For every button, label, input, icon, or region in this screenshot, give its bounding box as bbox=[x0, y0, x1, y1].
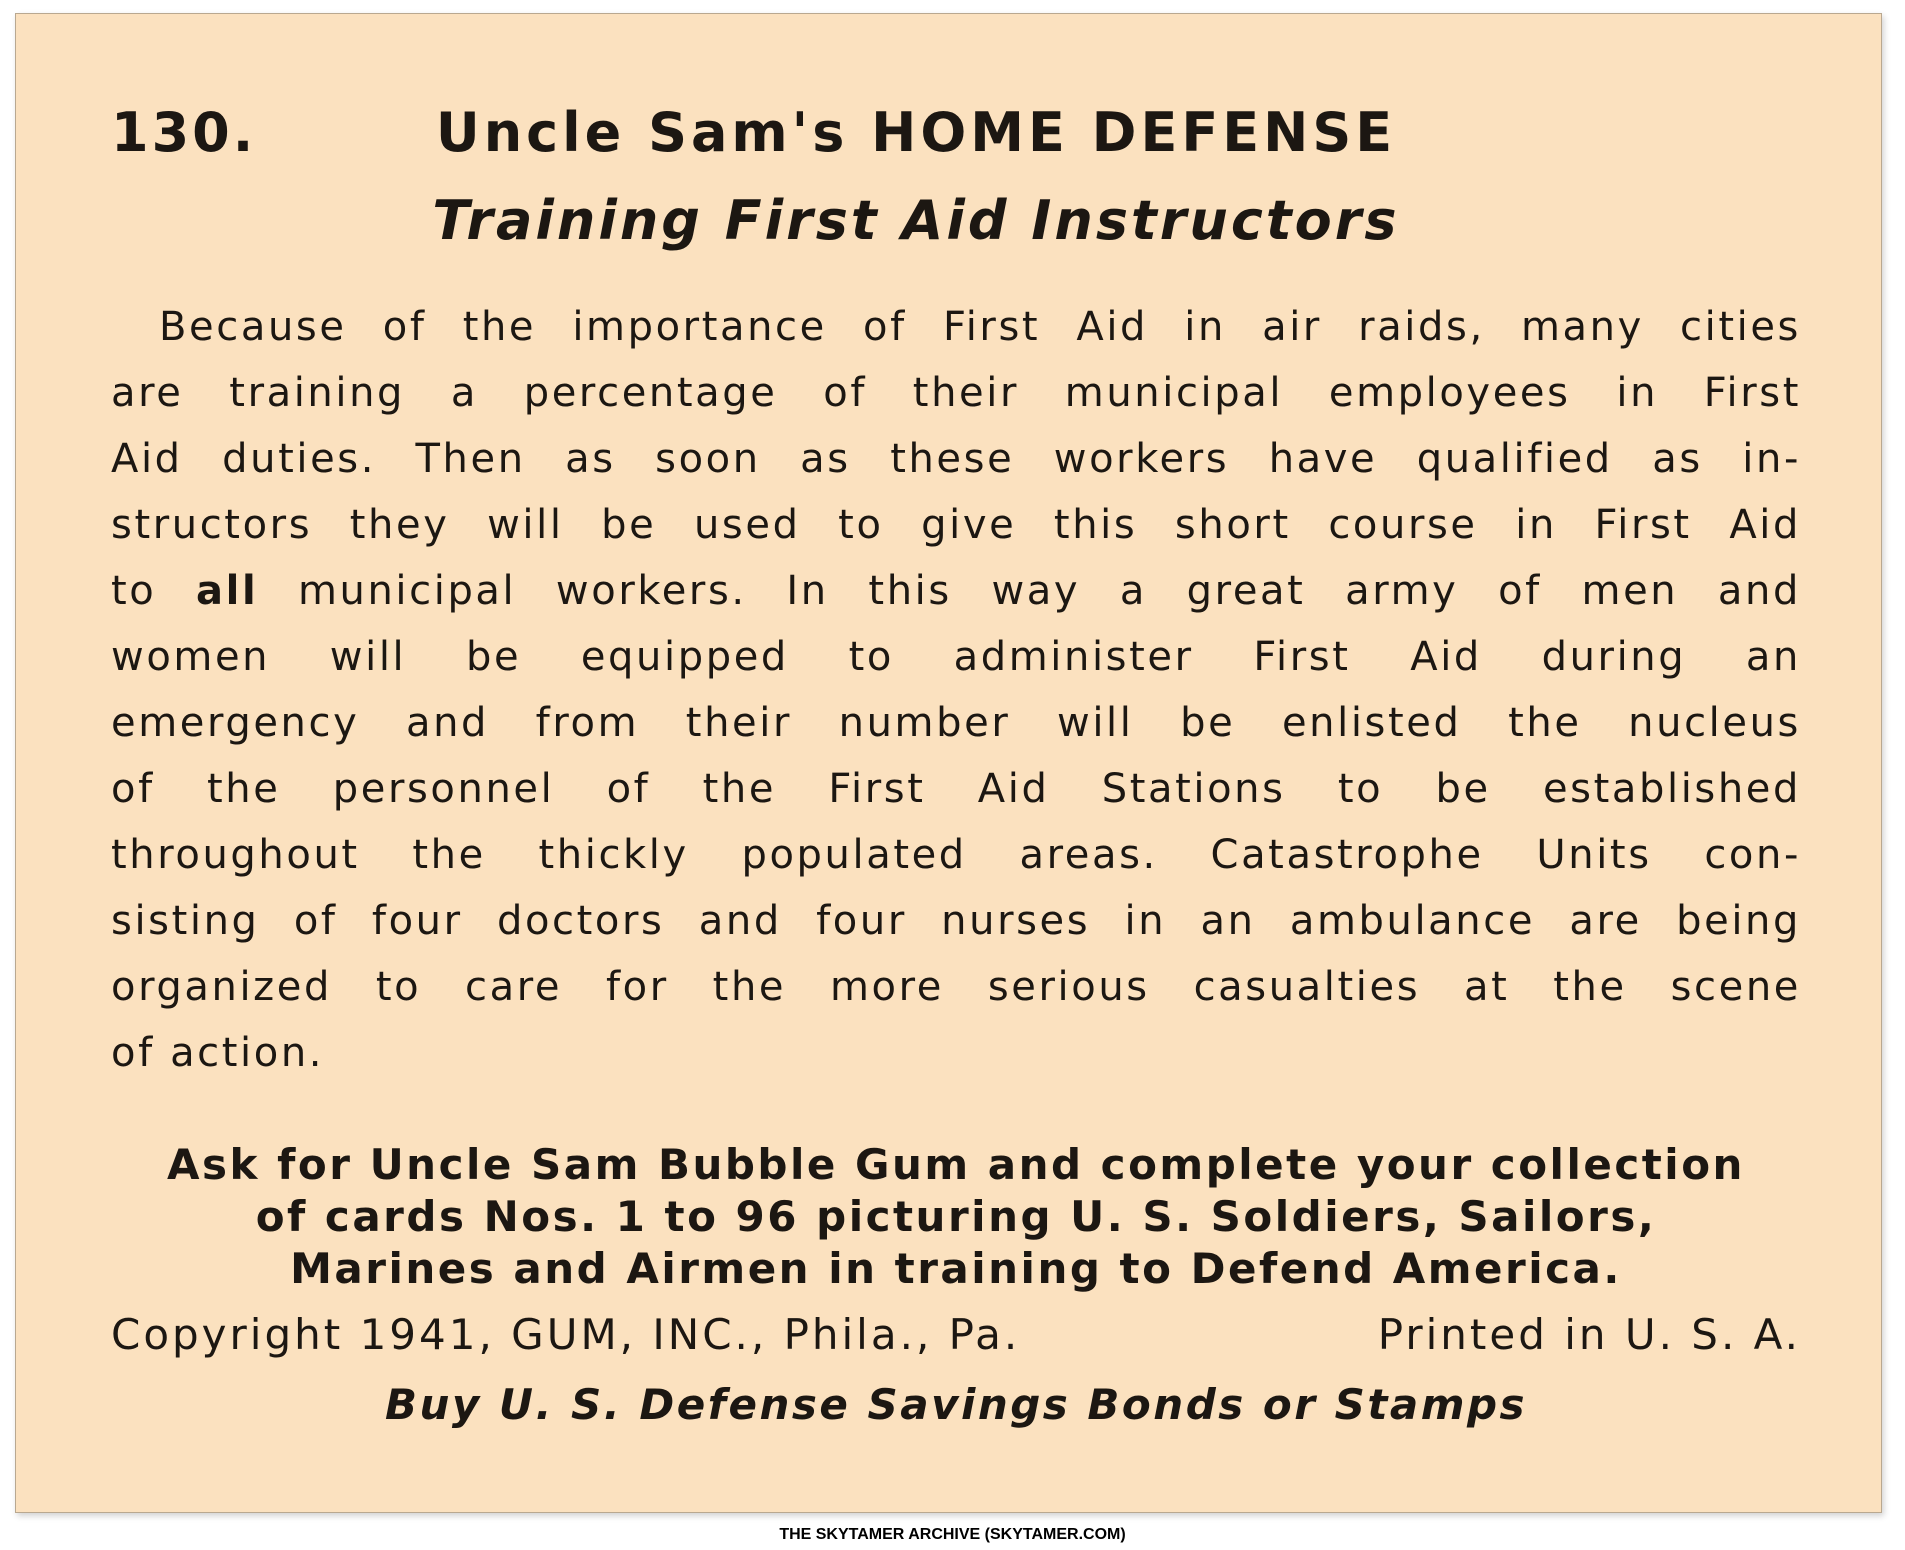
body-line: women will be equipped to administer First Aid during an bbox=[111, 634, 1801, 680]
trading-card-back bbox=[15, 13, 1882, 1513]
printed-in-notice: Printed in U. S. A. bbox=[1377, 1310, 1801, 1359]
card-title: Uncle Sam's HOME DEFENSE bbox=[435, 101, 1397, 164]
bonds-slogan: Buy U. S. Defense Savings Bonds or Stamps bbox=[384, 1380, 1528, 1429]
emphasis-word: all bbox=[196, 568, 259, 614]
body-line: of action. bbox=[111, 1030, 325, 1076]
body-line: organized to care for the more serious casualties at the scene bbox=[111, 964, 1801, 1010]
card-number: 130. bbox=[111, 101, 257, 164]
body-line: of the personnel of the First Aid Stations to be established bbox=[111, 766, 1801, 812]
body-line-rest: municipal workers. In this way a great army of men and bbox=[297, 568, 1801, 614]
promo-line: Marines and Airmen in training to Defend America. bbox=[290, 1244, 1622, 1293]
body-line: emergency and from their number will be enlisted the nucleus bbox=[111, 700, 1801, 746]
body-line: are training a percentage of their municipal employees in First bbox=[111, 370, 1801, 416]
card-subtitle: Training First Aid Instructors bbox=[432, 189, 1400, 252]
body-line: Because of the importance of First Aid in air raids, many cities bbox=[159, 304, 1801, 350]
body-line-with-emphasis bbox=[111, 558, 1801, 624]
body-line: sisting of four doctors and four nurses in an ambulance are being bbox=[111, 898, 1801, 944]
body-line: structors they will be used to give this short course in First Aid bbox=[111, 502, 1801, 548]
promo-line: of cards Nos. 1 to 96 picturing U. S. Soldiers, Sailors, bbox=[255, 1192, 1657, 1241]
promo-line: Ask for Uncle Sam Bubble Gum and complete your collection bbox=[167, 1140, 1745, 1189]
copyright-notice: Copyright 1941, GUM, INC., Phila., Pa. bbox=[111, 1310, 1021, 1359]
body-line: Aid duties. Then as soon as these workers have qualified as in- bbox=[111, 436, 1801, 482]
card-body-text bbox=[111, 294, 1801, 1086]
promo-text bbox=[111, 1139, 1801, 1295]
archive-credit: THE SKYTAMER ARCHIVE (SKYTAMER.COM) bbox=[779, 1526, 1126, 1543]
body-line: throughout the thickly populated areas. Catastrophe Units con- bbox=[111, 832, 1801, 878]
body-line-prefix: to bbox=[111, 568, 157, 614]
